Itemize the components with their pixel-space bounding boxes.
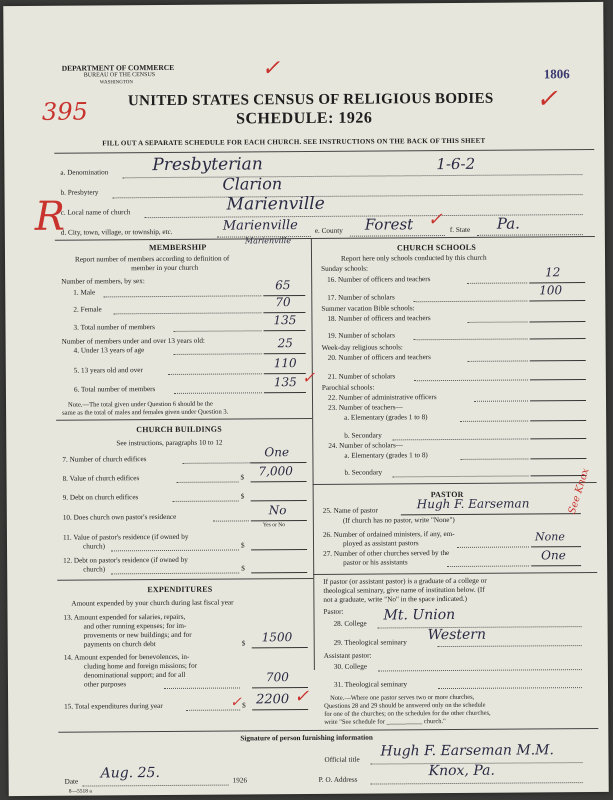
county-value: Forest (364, 215, 414, 234)
q10-label: 10. Does church own pastor's residence (62, 512, 177, 522)
q26-value: None (534, 530, 565, 544)
dollar-sign: $ (242, 701, 246, 710)
pastor-heading: PASTOR (430, 489, 464, 500)
q22-label: 22. Number of administrative officers (327, 393, 437, 402)
divider (58, 728, 598, 733)
q1-label: 1. Male (73, 288, 96, 297)
schools-heading: CHURCH SCHOOLS (396, 242, 477, 253)
denomination-label: a. Denomination (60, 168, 109, 177)
answer-line (251, 500, 307, 501)
q6-value: 135 (273, 375, 297, 390)
q12-label-cont: church) (83, 565, 106, 574)
margin-note: See Knox (566, 466, 592, 516)
q24b-label: b. Secondary (344, 468, 383, 477)
q14-value: 700 (265, 670, 289, 685)
q23-label: 23. Number of teachers— (328, 403, 403, 412)
buildings-sub: See instructions, paragraphs 10 to 12 (116, 438, 223, 448)
q17-value: 100 (539, 283, 563, 298)
q12-label: 12. Debt on pastor's residence (if owned by (63, 555, 188, 565)
q16-value: 12 (545, 265, 561, 280)
leader-line (438, 687, 582, 689)
church-name-label: c. Local name of church (60, 208, 131, 217)
q16-label: 16. Number of officers and teachers (327, 275, 431, 284)
answer-line (264, 353, 306, 354)
q11-label: 11. Value of pastor's residence (if owned by (62, 532, 189, 542)
po-address-label: P. O. Address (318, 775, 358, 784)
q23b-label: b. Secondary (344, 431, 382, 440)
q30-label: 30. College (333, 662, 368, 671)
answer-line (530, 379, 586, 380)
q9-label: 9. Debt on church edifices (62, 493, 139, 502)
membership-intro: member in your church (131, 263, 199, 273)
answer-line (530, 360, 586, 361)
official-title-value: Hugh F. Earseman M.M. (380, 742, 554, 760)
membership-heading: MEMBERSHIP (148, 242, 207, 253)
q14-label: 14. Amount expended for benevolences, in- (63, 652, 190, 662)
leader-line (111, 549, 239, 551)
q26-label: 26. Number of ordained ministers, if any, em- (322, 529, 455, 539)
q26-label-cont: ployed as assistant pastors (342, 539, 419, 548)
q4-value: 25 (277, 336, 293, 351)
q28-value: Mt. Union (383, 606, 456, 624)
county-label: e. County (314, 226, 343, 235)
q24-label: 24. Number of scholars— (328, 441, 404, 450)
q31-label: 31. Theological seminary (333, 680, 408, 689)
dollar-sign: $ (240, 541, 245, 550)
graduate-instruction: If pastor (or assistant pastor) is a graduate of a college or (323, 576, 487, 586)
q27-label: 27. Number of other churches served by the (323, 549, 450, 558)
membership-note: Note.—The total given under Question 6 should be the (68, 400, 213, 409)
answer-line (264, 373, 306, 374)
signature-heading: Signature of person furnishing information (240, 733, 373, 743)
q13-label-cont: payments on church debt (83, 640, 156, 649)
age-heading: Number of members under and over 13 years old: (61, 336, 205, 346)
graduate-instruction: not a graduate, write "No" in the space indicated.) (323, 594, 468, 604)
answer-line (251, 572, 307, 573)
q18-label: 18. Number of officers and teachers (327, 314, 431, 323)
church-name-value: Marienville (226, 193, 325, 215)
answer-line (530, 420, 586, 421)
dollar-sign: $ (241, 564, 245, 573)
q3-label: 3. Total number of members (73, 323, 155, 332)
answer-line (531, 546, 581, 547)
year-label: 1926 (232, 776, 248, 785)
q6-label: 6. Total number of members (73, 385, 156, 394)
q29-label: 29. Theological seminary (333, 638, 407, 647)
dollar-sign: $ (240, 492, 245, 501)
q23a-label: a. Elementary (grades 1 to 8) (344, 413, 428, 422)
margin-red-r: R (34, 193, 66, 240)
check-mark: ✓ (427, 209, 443, 231)
q2-label: 2. Female (73, 305, 102, 314)
presbytery-line (113, 194, 583, 198)
q17-label: 17. Number of scholars (327, 293, 395, 302)
q2-value: 70 (275, 295, 291, 310)
dept-label: DEPARTMENT OF COMMERCE (61, 62, 175, 73)
pastor-note: Note.—Where one pastor serves two or more churches, (330, 693, 475, 702)
divider (56, 418, 312, 421)
leader-line (393, 475, 529, 477)
q7-value: One (264, 445, 290, 460)
q28-label: 28. College (333, 619, 367, 628)
state-value: Pa. (496, 214, 520, 233)
pastor-note: for one of the churches; on the schedules for the other churches, (324, 709, 491, 718)
leader-line (414, 338, 528, 340)
leader-line (447, 565, 529, 567)
check-mark: ✓ (294, 685, 310, 708)
yes-no-hint: Yes or No (262, 522, 285, 529)
check-mark: ✓ (230, 694, 242, 711)
q13-label-cont: and other running expenses; for im- (83, 621, 187, 631)
divider (57, 578, 313, 581)
q25-note: (If church has no pastor, write "None") (342, 515, 455, 525)
leader-line (83, 785, 229, 787)
schedule-title: SCHEDULE: 1926 (235, 109, 373, 128)
divider (313, 572, 597, 575)
membership-note: same as the total of males and females given under Question 3. (62, 408, 229, 417)
po-address-value: Knox, Pa. (428, 762, 495, 780)
answer-line (530, 458, 586, 459)
parochial-heading: Parochial schools: (321, 383, 375, 392)
form-title: UNITED STATES CENSUS OF RELIGIOUS BODIES (127, 90, 494, 110)
leader-line (177, 481, 239, 482)
q8-value: 7,000 (258, 464, 293, 479)
pastor-note: Questions 28 and 29 should be answered only on the schedule (324, 701, 486, 710)
denomination-code: 1-6-2 (436, 154, 476, 174)
answer-line (264, 392, 306, 393)
q27-value: One (541, 548, 566, 563)
q10-value: No (268, 503, 287, 518)
q14-label-cont: cluding home and foreign missions; for (83, 661, 198, 671)
q13-label: 13. Amount expended for salaries, repairs, (63, 612, 186, 622)
q14-label-cont: denominational support; and for all (83, 670, 186, 680)
check-mark: ✓ (535, 84, 558, 115)
q5-value: 110 (273, 356, 297, 371)
divider (313, 482, 597, 485)
q15-value: 2200 (256, 692, 290, 708)
city-label: d. City, town, village, or township, etc. (60, 227, 173, 237)
answer-line (530, 400, 586, 401)
city-label: WASHINGTON (99, 80, 134, 86)
state-label: f. State (449, 225, 471, 234)
stamp-number: 395 (41, 97, 88, 126)
census-schedule-sheet (3, 2, 609, 796)
schools-intro: Report here only schools conducted by this church (340, 253, 487, 263)
sunday-heading: Sunday schools: (321, 264, 369, 273)
answer-line (251, 549, 307, 550)
q29-value: Western (427, 626, 487, 644)
check-mark: ✓ (261, 56, 281, 82)
pastor-note: write "See schedule for ___________ church." (324, 718, 446, 726)
leader-line (460, 420, 528, 421)
date-value: Aug. 25. (100, 765, 160, 782)
q14-label-cont: other purposes (83, 680, 127, 689)
answer-line (531, 565, 581, 566)
q4-label: 4. Under 13 years of age (73, 346, 145, 355)
answer-line (251, 520, 307, 521)
leader-line (168, 373, 262, 375)
dollar-sign: $ (241, 639, 246, 648)
leader-line (460, 458, 528, 459)
q7-label: 7. Number of church edifices (62, 455, 147, 464)
q27-label-cont: pastor or his assistants (343, 558, 408, 567)
divider (55, 236, 595, 241)
q11-label-cont: church) (82, 542, 106, 551)
q15-label: 15. Total expenditures during year (64, 702, 163, 711)
leader-line (413, 300, 527, 302)
bureau-label: BUREAU OF THE CENSUS (83, 72, 156, 79)
leader-line (467, 321, 527, 322)
official-title-label: Official title (324, 755, 360, 764)
weekday-heading: Week-day religious schools: (321, 343, 403, 352)
leader-line (468, 360, 528, 361)
q25-label: 25. Name of pastor (322, 506, 378, 515)
q3-value: 135 (273, 313, 297, 328)
answer-line (250, 462, 306, 463)
answer-line (264, 330, 306, 331)
answer-line (251, 481, 307, 482)
denomination-value: Presbyterian (152, 154, 263, 176)
pastor-sub-heading: Pastor: (323, 607, 344, 616)
sex-heading: Number of members, by sex: (61, 277, 145, 286)
answer-line (530, 438, 586, 439)
city-value: Marienville (222, 218, 298, 234)
leader-line (467, 282, 527, 283)
q13-value: 1500 (261, 630, 293, 645)
summer-heading: Summer vacation Bible schools: (321, 304, 415, 313)
membership-intro: Report number of members according to definition of (74, 254, 230, 264)
q13-label-cont: provements or new buildings; and for (83, 630, 192, 640)
leader-line (474, 400, 528, 401)
check-mark: ✓ (301, 367, 316, 388)
leader-line (392, 438, 528, 440)
leader-line (174, 330, 262, 332)
pastor-name: Hugh F. Earseman (416, 496, 530, 512)
q20-label: 20. Number of officers and teachers (327, 353, 431, 362)
leader-line (378, 669, 582, 671)
separate-schedule-instruction: FILL OUT A SEPARATE SCHEDULE FOR EACH CHURCH. SEE INSTRUCTIONS ON THE BACK OF THIS SHEET (102, 136, 486, 148)
date-label: Date (64, 777, 79, 786)
answer-line (401, 513, 581, 515)
leader-line (103, 295, 261, 297)
answer-line (530, 338, 586, 339)
buildings-heading: CHURCH BUILDINGS (136, 424, 222, 435)
answer-line (529, 300, 585, 301)
leader-line (213, 520, 249, 521)
leader-line (173, 500, 239, 501)
answer-line (252, 709, 308, 710)
form-number: 1806 (543, 66, 570, 82)
expenditures-sub: Amount expended by your church during last fiscal year (71, 598, 234, 608)
answer-line (529, 321, 585, 322)
graduate-instruction: theological seminary, give name of institution below. (If (323, 585, 485, 595)
city-sub-value: Marienville (244, 236, 292, 246)
form-code: 8—5518 a (68, 788, 92, 795)
leader-line (164, 687, 240, 689)
leader-line (174, 353, 262, 355)
leader-line (457, 546, 529, 548)
leader-line (414, 379, 528, 381)
q21-label: 21. Number of scholars (327, 372, 396, 381)
column-divider (311, 238, 315, 670)
leader-line (113, 312, 261, 314)
leader-line (174, 392, 262, 394)
expenditures-heading: EXPENDITURES (147, 584, 213, 595)
q19-label: 19. Number of scholars (327, 331, 396, 340)
dollar-sign: $ (240, 473, 245, 482)
leader-line (111, 572, 239, 574)
q8-label: 8. Value of church edifices (62, 474, 140, 483)
presbytery-label: b. Presbytery (60, 188, 99, 197)
answer-line (252, 647, 308, 648)
q5-label: 5. 13 years old and over (73, 366, 143, 375)
divider (54, 149, 594, 154)
presbytery-value: Clarion (222, 174, 283, 194)
leader-line (371, 782, 583, 784)
q24a-label: a. Elementary (grades 1 to 8) (344, 451, 428, 460)
q1-value: 65 (275, 278, 291, 293)
leader-line (438, 645, 582, 647)
assistant-sub-heading: Assistant pastor: (323, 651, 372, 660)
